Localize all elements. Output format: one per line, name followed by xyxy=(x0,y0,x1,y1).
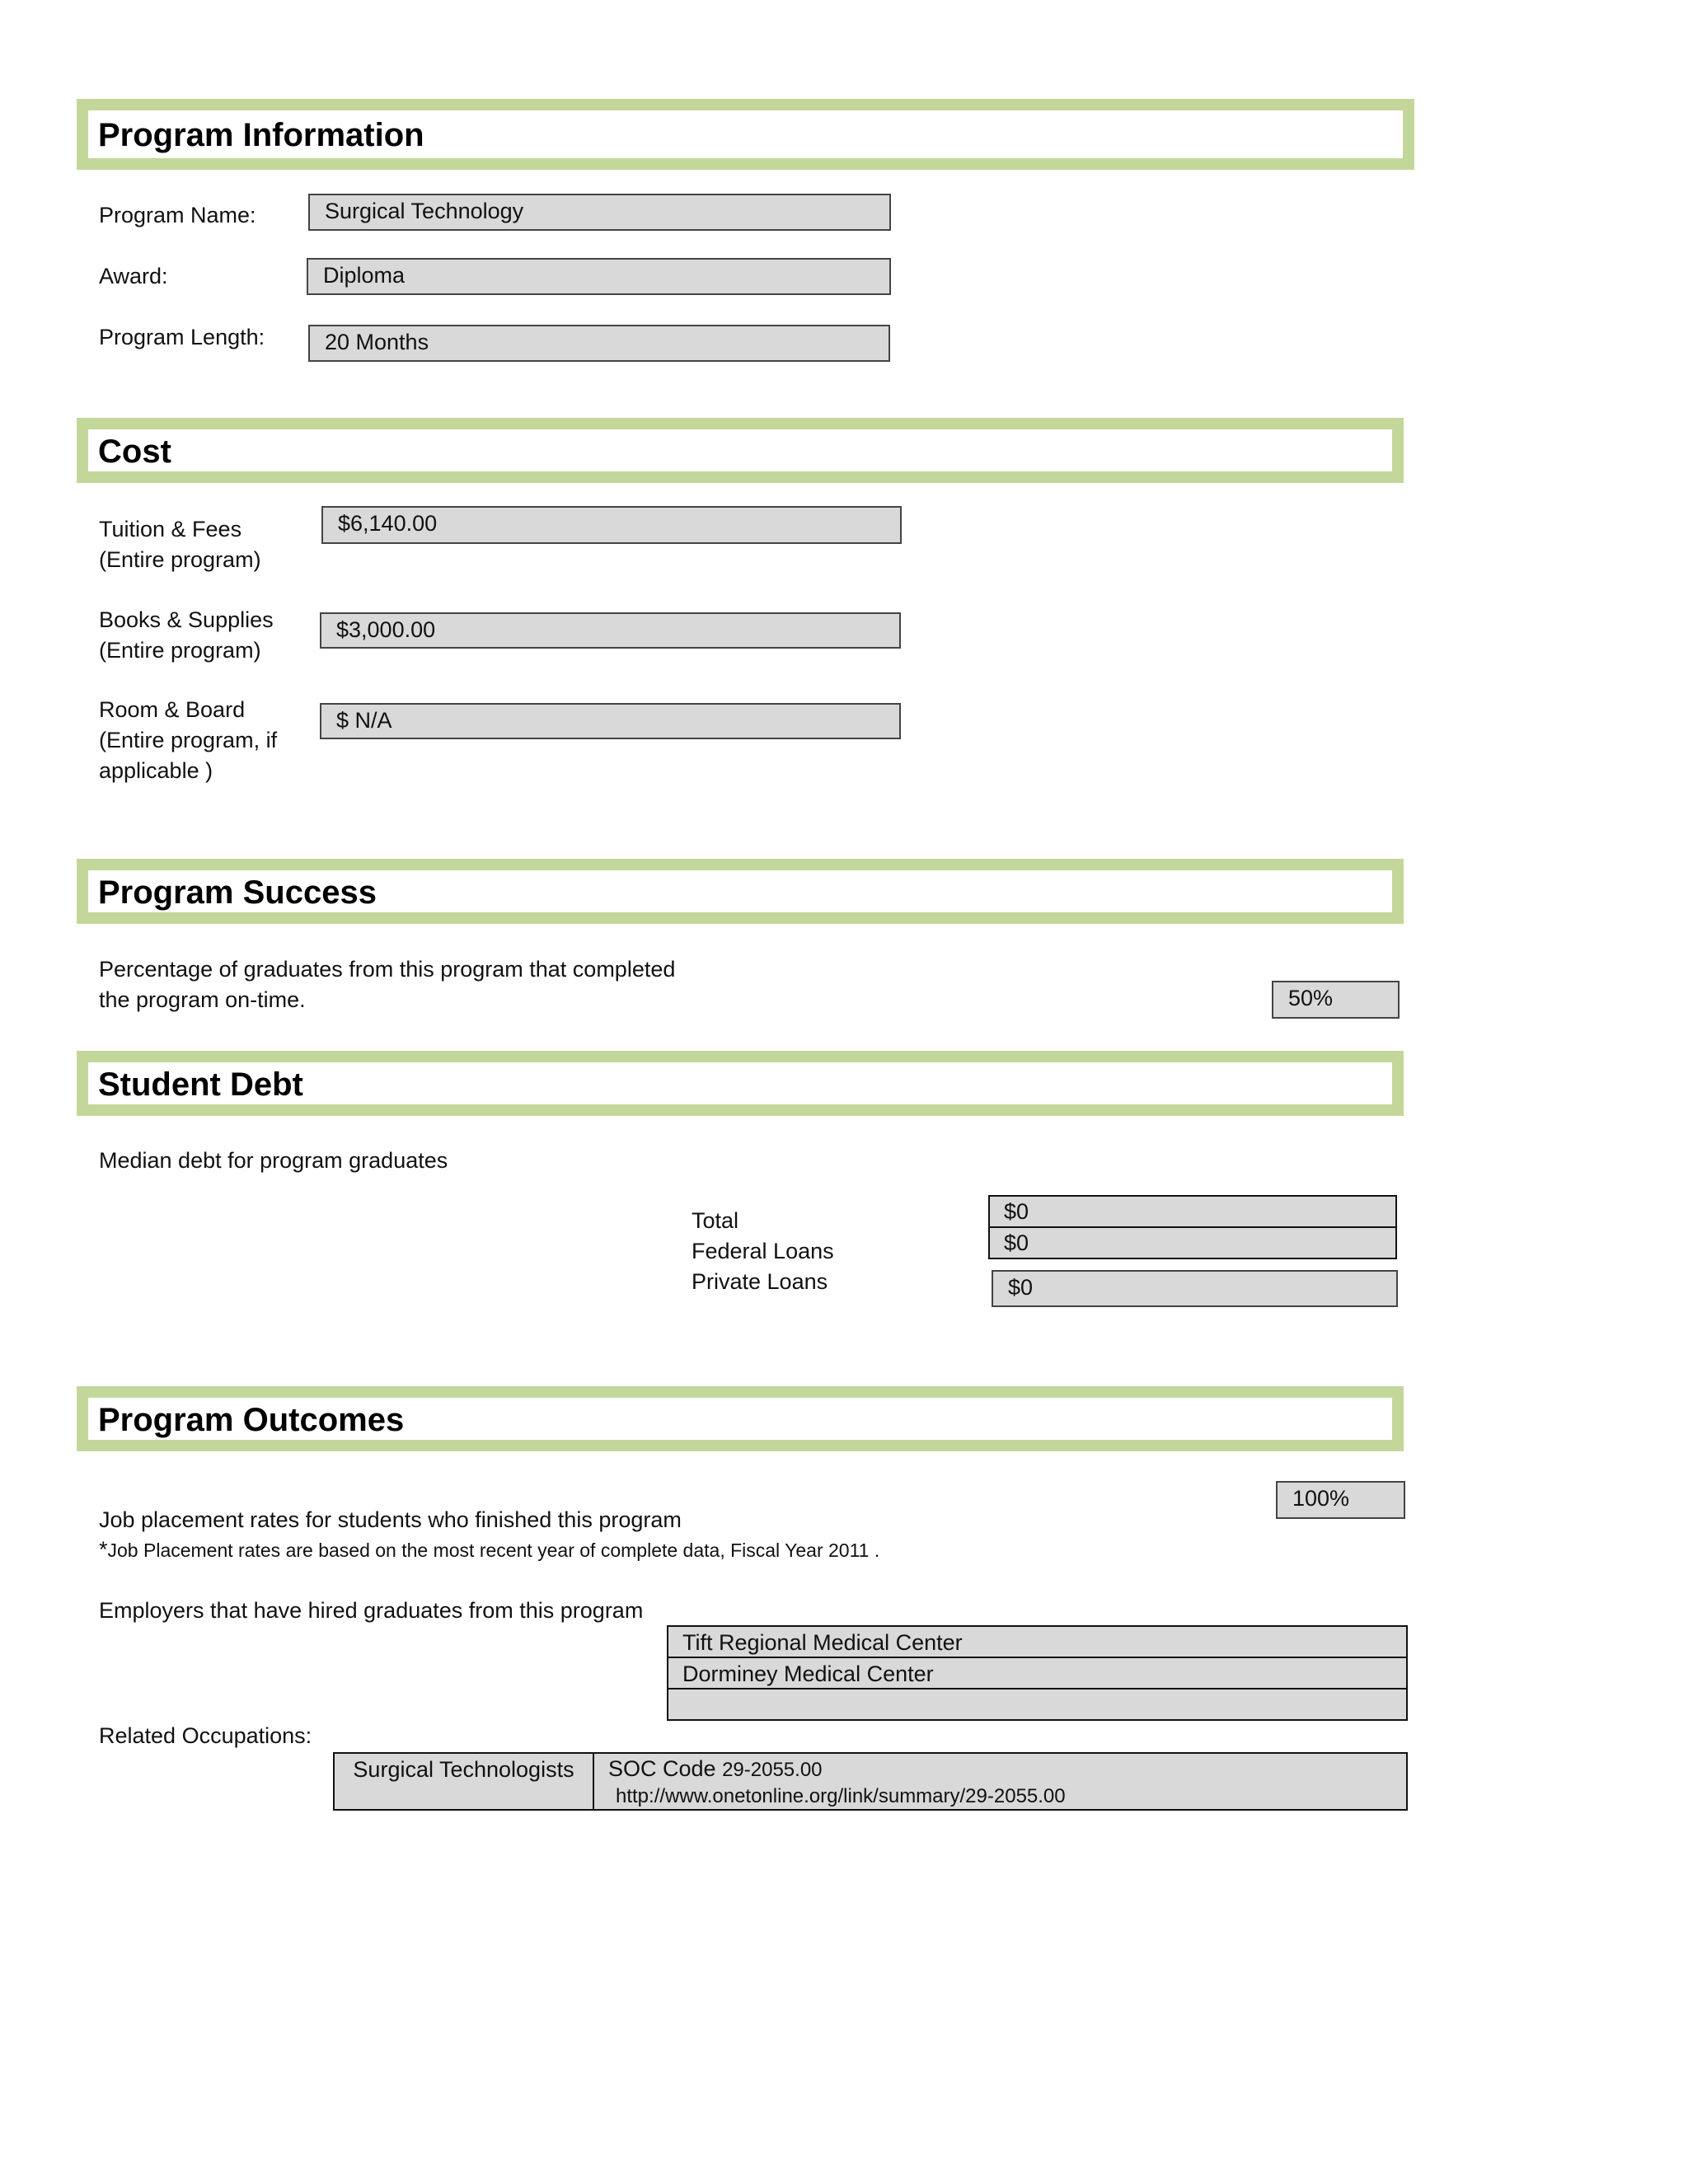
cost-heading: Cost xyxy=(98,434,171,470)
room-label-line-3: applicable ) xyxy=(99,758,213,783)
award-field: Diploma xyxy=(307,258,891,295)
on-time-description-line-1: Percentage of graduates from this program that completed xyxy=(99,957,676,982)
debt-federal-label: Federal Loans xyxy=(692,1239,834,1263)
tuition-field: $6,140.00 xyxy=(321,506,902,544)
occupation-name: Surgical Technologists xyxy=(353,1757,574,1782)
books-label-line-1: Books & Supplies xyxy=(99,607,274,632)
room-field: $ N/A xyxy=(320,703,901,739)
program-length-field: 20 Months xyxy=(308,325,890,362)
program-name-label: Program Name: xyxy=(99,203,256,227)
program-information-header xyxy=(77,99,1414,170)
occupation-detail-cell xyxy=(594,1754,1406,1809)
median-debt-description: Median debt for program graduates xyxy=(99,1148,448,1173)
debt-private-label: Private Loans xyxy=(692,1269,828,1294)
books-field: $3,000.00 xyxy=(320,612,901,649)
tuition-label-line-2: (Entire program) xyxy=(99,547,261,572)
tuition-label-line-1: Tuition & Fees xyxy=(99,517,242,541)
program-name-field: Surgical Technology xyxy=(308,194,891,231)
student-debt-header xyxy=(77,1051,1404,1116)
employer-row xyxy=(668,1690,1406,1719)
placement-label: Job placement rates for students who finished this program xyxy=(99,1507,682,1532)
employer-name: Dorminey Medical Center xyxy=(682,1661,934,1686)
program-outcomes-header xyxy=(77,1386,1404,1451)
employers-table xyxy=(667,1625,1408,1721)
employer-name: Tift Regional Medical Center xyxy=(682,1630,963,1655)
placement-note-text: Job Placement rates are based on the most recent year of complete data, Fiscal Year 2011 . xyxy=(107,1540,880,1561)
placement-rate-field: 100% xyxy=(1276,1481,1405,1519)
occupation-name-cell xyxy=(335,1754,594,1809)
program-outcomes-heading: Program Outcomes xyxy=(98,1402,405,1438)
placement-note xyxy=(99,1535,879,1566)
program-success-heading: Program Success xyxy=(98,874,377,911)
on-time-rate-field: 50% xyxy=(1272,981,1400,1019)
program-information-heading: Program Information xyxy=(98,117,424,153)
debt-total-field: $0 xyxy=(988,1195,1397,1228)
debt-total-label: Total xyxy=(692,1208,739,1233)
related-occupations-label: Related Occupations: xyxy=(99,1723,312,1748)
employer-row xyxy=(668,1658,1406,1690)
employers-label: Employers that have hired graduates from this program xyxy=(99,1598,644,1623)
on-time-description-line-2: the program on-time. xyxy=(99,987,306,1012)
room-label-line-2: (Entire program, if xyxy=(99,728,278,752)
soc-code: 29-2055.00 xyxy=(722,1759,823,1781)
soc-code-prefix: SOC Code xyxy=(608,1756,716,1781)
program-length-label: Program Length: xyxy=(99,325,265,349)
award-label: Award: xyxy=(99,264,168,288)
employer-row xyxy=(668,1627,1406,1658)
books-label-line-2: (Entire program) xyxy=(99,638,261,663)
soc-code-line xyxy=(608,1754,1406,1785)
occupations-table xyxy=(333,1752,1408,1811)
room-label-line-1: Room & Board xyxy=(99,697,246,722)
program-success-header xyxy=(77,859,1404,924)
debt-private-field: $0 xyxy=(992,1270,1398,1307)
student-debt-heading: Student Debt xyxy=(98,1066,303,1103)
placement-note-asterisk: * xyxy=(99,1537,108,1562)
cost-header xyxy=(77,418,1404,483)
debt-federal-field: $0 xyxy=(988,1226,1397,1259)
onet-link[interactable]: http://www.onetonline.org/link/summary/29-2055.00 xyxy=(616,1785,1066,1807)
